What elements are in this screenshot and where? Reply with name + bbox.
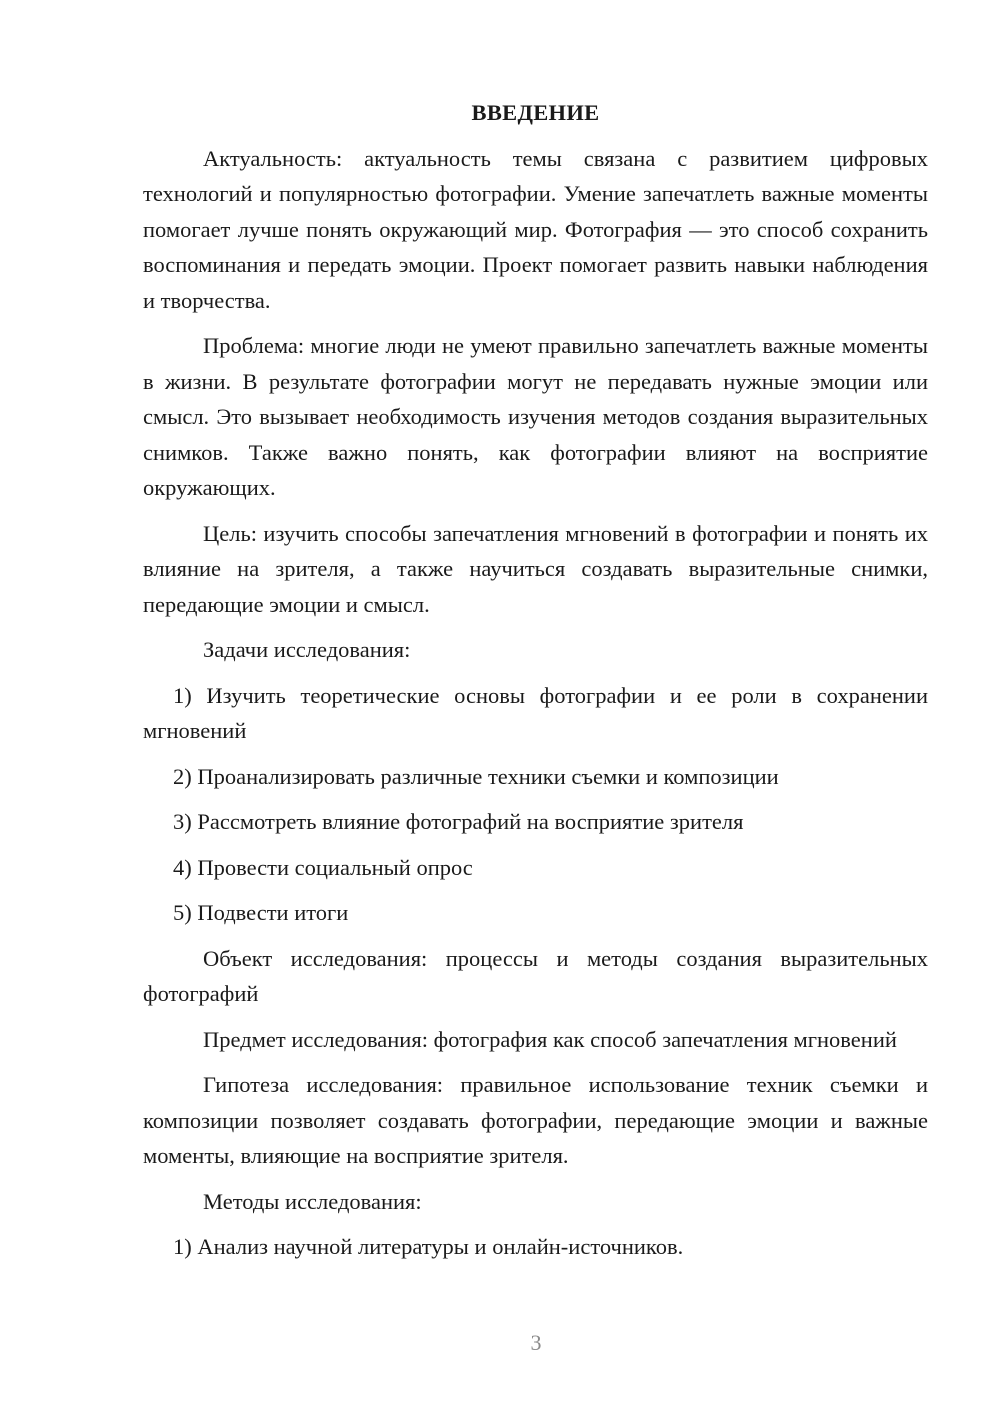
hypothesis-paragraph: Гипотеза исследования: правильное использование техник съемки и композиции позволяет создавать фотографии, передающие эмоции и важные моменты, влияющие на восприятие зрителя. [143, 1072, 928, 1168]
page-number: 3 [530, 1330, 542, 1355]
task-item: 1) Изучить теоретические основы фотографии и ее роли в сохранении мгновений [143, 682, 928, 743]
task-item: 3) Рассмотреть влияние фотографий на восприятие зрителя [173, 809, 744, 834]
tasks-heading: Задачи исследования: [203, 637, 411, 662]
methods-heading: Методы исследования: [203, 1188, 422, 1214]
task-item: 4) Провести социальный опрос [173, 854, 473, 880]
task-item: 2) Проанализировать различные техники съемки и композиции [173, 763, 779, 789]
object-paragraph: Объект исследования: процессы и методы создания выразительных фотографий [143, 945, 928, 1006]
method-item: 1) Анализ научной литературы и онлайн-источников. [173, 1234, 684, 1259]
task-item: 5) Подвести итоги [173, 900, 349, 925]
subject-paragraph: Предмет исследования: фотография как способ запечатления мгновений [203, 1026, 897, 1052]
relevance-paragraph: Актуальность: актуальность темы связана с развитием цифровых технологий и популярностью фотографии. Умение запечатлеть важные моменты помогает лучше понять окружающий мир. Фотография — это способ сохранить воспоминания и передать эмоции. Проект помогает развить навыки наблюдения и творчества. [143, 145, 928, 313]
document-page [143, 95, 928, 1275]
problem-paragraph: Проблема: многие люди не умеют правильно запечатлеть важные моменты в жизни. В результате фотографии могут не передавать нужные эмоции или смысл. Это вызывает необходимость изучения методов создания выразительных снимков. Также важно понять, как фотографии влияют на восприятие окружающих. [143, 333, 928, 500]
goal-paragraph: Цель: изучить способы запечатления мгновений в фотографии и понять их влияние на зрителя, а также научиться создавать выразительные снимки, передающие эмоции и смысл. [143, 520, 928, 617]
section-title: ВВЕДЕНИЕ [471, 100, 600, 125]
